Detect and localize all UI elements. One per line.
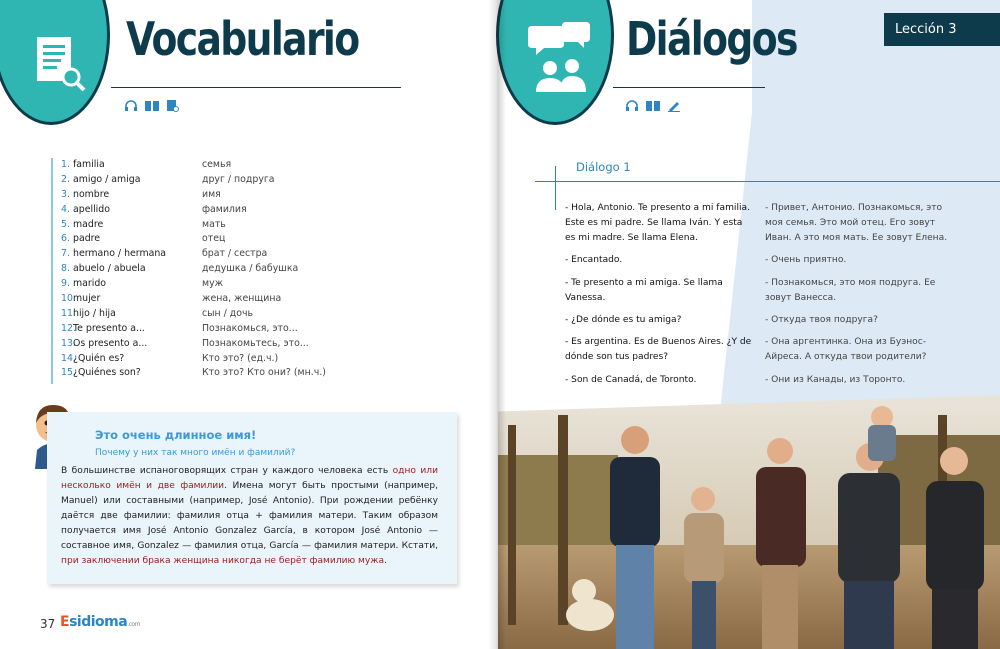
lesson-tab: Lección 3 [884, 13, 1000, 46]
vocab-number: 11. [61, 307, 76, 319]
info-text-part: . [384, 556, 387, 566]
vocab-russian: Познакомься, это... [202, 322, 298, 334]
vocab-russian: сын / дочь [202, 307, 254, 319]
vocab-number: 10. [61, 293, 76, 305]
page-title: Diálogos [626, 12, 797, 66]
vocab-russian: дедушка / бабушка [202, 263, 299, 275]
vocab-number: 4. [61, 203, 70, 215]
vocab-number: 8. [61, 263, 70, 275]
dialog-line-russian: - Она аргентинка. Она из Буэнос-Айреса. А откуда твои родители? [765, 337, 927, 362]
vocab-russian: семья [202, 159, 232, 170]
vocab-row [61, 352, 361, 367]
activity-icons [625, 99, 681, 112]
info-text-part: . Имена могут быть простыми (например, Manuel) или составными (например, José Antonio). При рождении ребёнку даётся две фамилии: фамилия отца + фамилия матери. Таким образом получается имя José Antonio Gonzalez García, в котором José Antonio — составное имя, Gonzalez — фамилия отца, García — фамилия матери. Кстати, [61, 481, 438, 551]
info-box [47, 412, 457, 584]
logo-word: sidioma [69, 614, 128, 630]
vocab-row [61, 292, 361, 307]
vocab-spanish: amigo / amiga [73, 173, 141, 185]
dialog-line-spanish: - Encantado. [565, 255, 623, 265]
pencil-icon [667, 99, 681, 112]
dialog-line-russian: - Привет, Антонио. Познакомься, это моя семья. Это мой отец. Его зовут Иван. А это моя мать. Ее зовут Елена. [765, 203, 948, 243]
vocab-number: 14. [61, 352, 76, 364]
dialog-line-spanish: - Hola, Antonio. Te presento a mi familia. Este es mi padre. Se llama Iván. Y esta es mi madre. Se llama Elena. [565, 203, 750, 243]
vocab-spanish: marido [73, 278, 107, 290]
info-paragraph [61, 464, 438, 569]
vocab-russian: друг / подруга [202, 173, 275, 185]
vocab-row [61, 247, 361, 262]
vocab-row [61, 307, 361, 322]
headphones-icon [124, 99, 138, 112]
vocab-russian: муж [202, 278, 224, 290]
vocab-russian: Кто это? Кто они? (мн.ч.) [202, 367, 326, 379]
info-highlight: при заключении брака женщина никогда не берёт фамилию мужа [61, 556, 385, 566]
vocab-number: 13. [61, 337, 76, 349]
vocab-russian: имя [202, 188, 221, 200]
vocab-spanish: familia [73, 159, 105, 170]
headphones-icon [625, 99, 639, 112]
vocab-row [61, 322, 361, 337]
vocab-row [61, 366, 361, 381]
dialog-line-russian: - Очень приятно. [765, 255, 847, 265]
info-highlight: одно или несколько имён и две фамилии [61, 466, 438, 491]
publisher-logo [60, 614, 140, 630]
vocabulary-accent-bar [51, 158, 53, 384]
vocab-row [61, 158, 361, 173]
vocab-russian: Познакомьтесь, это... [202, 337, 309, 349]
page-number: 37 [40, 617, 56, 631]
vocab-russian: мать [202, 218, 226, 230]
title-underline [613, 87, 765, 88]
book-icon [144, 99, 160, 112]
dialog-line-russian: - Познакомься, это моя подруга. Ее зовут Ванесса. [765, 278, 936, 303]
vocab-row [61, 173, 361, 188]
vocab-spanish: hermano / hermana [73, 248, 167, 260]
dialog-vertical-rule [555, 166, 556, 210]
vocab-row [61, 337, 361, 352]
vocab-russian: фамилия [202, 203, 247, 215]
activity-icons [124, 99, 179, 112]
vocab-number: 15. [61, 367, 76, 379]
vocab-russian: жена, женщина [202, 293, 282, 305]
logo-domain: .com [127, 621, 140, 628]
vocab-russian: Кто это? (ед.ч.) [202, 352, 279, 364]
vocab-number: 2. [61, 173, 70, 185]
page-title: Vocabulario [126, 12, 359, 66]
chat-people-icon [528, 20, 594, 96]
dialog-line-spanish: - Es argentina. Es de Buenos Aires. ¿Y de dónde son tus padres? [565, 337, 752, 362]
vocab-spanish: Te presento a... [73, 322, 145, 334]
dialog-line-spanish: - ¿De dónde es tu amiga? [565, 315, 682, 325]
title-underline [111, 87, 401, 88]
vocab-spanish: ¿Quién es? [73, 352, 125, 364]
dialog-line-russian: - Они из Канады, из Торонто. [765, 375, 906, 385]
vocab-row [61, 232, 361, 247]
vocab-spanish: abuelo / abuela [73, 263, 146, 275]
vocab-row [61, 277, 361, 292]
vocab-spanish: apellido [73, 203, 110, 215]
dialog-line-spanish: - Te presento a mi amiga. Se llama Vanessa. [565, 278, 723, 303]
vocab-row [61, 218, 361, 233]
vocab-row [61, 203, 361, 218]
vocab-row [61, 188, 361, 203]
dialog-line-russian: - Откуда твоя подруга? [765, 315, 878, 325]
dialog-line-spanish: - Son de Canadá, de Toronto. [565, 375, 697, 385]
info-text-part: В большинстве испаноговорящих стран у каждого человека есть [61, 466, 393, 476]
book-icon [645, 99, 661, 112]
vocab-number: 1. [61, 159, 70, 170]
vocab-spanish: Os presento a... [73, 337, 148, 349]
family-photo [498, 395, 1000, 649]
vocab-spanish: madre [73, 218, 104, 230]
info-title: Это очень длинное имя! [95, 428, 257, 442]
dialog-rule [535, 181, 1000, 182]
document-icon [166, 99, 179, 112]
document-search-icon [35, 35, 87, 93]
vocabulary-list [61, 158, 361, 381]
vocab-spanish: mujer [73, 293, 101, 305]
vocab-spanish: padre [73, 233, 101, 245]
vocab-russian: отец [202, 233, 226, 245]
info-subtitle: Почему у них так много имён и фамилий? [95, 448, 296, 458]
vocab-number: 6. [61, 233, 70, 245]
vocab-number: 7. [61, 248, 70, 260]
left-page [0, 0, 498, 649]
logo-letter: E [60, 614, 70, 630]
dialog-title: Diálogo 1 [576, 160, 631, 174]
vocab-spanish: nombre [73, 188, 110, 200]
book-spine-shadow [488, 0, 506, 649]
vocab-number: 9. [61, 278, 70, 290]
vocab-number: 12. [61, 322, 76, 334]
vocab-number: 3. [61, 188, 70, 200]
vocab-russian: брат / сестра [202, 248, 268, 260]
vocab-row [61, 262, 361, 277]
vocab-spanish: hijo / hija [73, 307, 116, 319]
vocab-number: 5. [61, 218, 70, 230]
vocab-spanish: ¿Quiénes son? [73, 367, 141, 379]
